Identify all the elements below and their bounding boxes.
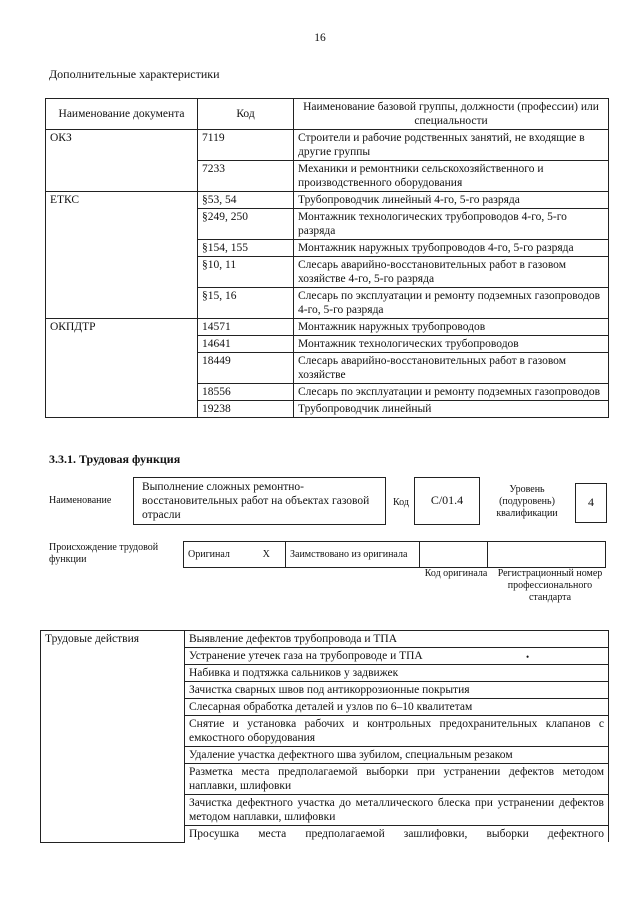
function-name-value: Выполнение сложных ремонтно-восстановительных работ на объектах газовой отрасли (133, 477, 386, 525)
table-cell-name: Слесарь по эксплуатации и ремонту подземных газопроводов 4-го, 5-го разряда (294, 288, 609, 319)
table-cell-code: §249, 250 (198, 209, 294, 240)
original-mark: X (248, 542, 286, 568)
labor-action-item: Разметка места предполагаемой выборки при устранении дефектов методом наплавки, шлифовки (185, 764, 609, 795)
table-cell-name: Строители и рабочие родственных занятий, не входящие в другие группы (294, 130, 609, 161)
table-cell-code: 7119 (198, 130, 294, 161)
code-label: Код (393, 497, 409, 508)
labor-function-title: 3.3.1. Трудовая функция (49, 452, 181, 466)
qualification-level-value: 4 (575, 483, 607, 523)
stray-mark: • (526, 652, 530, 662)
table-cell-code: 18556 (198, 384, 294, 401)
table-cell-name: Монтажник наружных трубопроводов (294, 319, 609, 336)
labor-action-item: Слесарная обработка деталей и узлов по 6–10 квалитетам (185, 699, 609, 716)
table-cell-name: Слесарь аварийно-восстановительных работ в газовом хозяйстве 4-го, 5-го разряда (294, 257, 609, 288)
labor-action-item: Выявление дефектов трубопровода и ТПА (185, 631, 609, 648)
borrowed-label: Заимствовано из оригинала (286, 542, 420, 568)
table-cell-name: Монтажник наружных трубопроводов 4-го, 5-го разряда (294, 240, 609, 257)
table-cell-name: Трубопроводчик линейный 4-го, 5-го разряда (294, 192, 609, 209)
table-cell-name: Механики и ремонтники сельскохозяйственного и производственного оборудования (294, 161, 609, 192)
labor-actions-label: Трудовые действия (41, 631, 185, 843)
registration-number-label: Регистрационный номер профессионального стандарта (497, 568, 603, 603)
labor-action-item: Устранение утечек газа на трубопроводе и ТПА (185, 648, 609, 665)
table-cell-code: §10, 11 (198, 257, 294, 288)
table-cell-name: Слесарь по эксплуатации и ремонту подземных газопроводов (294, 384, 609, 401)
name-label: Наименование (49, 495, 112, 506)
section-label: Дополнительные характеристики (49, 67, 220, 81)
table-cell-name: Монтажник технологических трубопроводов 4-го, 5-го разряда (294, 209, 609, 240)
table-cell-code: 14641 (198, 336, 294, 353)
labor-action-item: Зачистка дефектного участка до металлического блеска при устранении дефектов методом наплавки, шлифовки (185, 795, 609, 826)
table-cell-code: §53, 54 (198, 192, 294, 209)
table-cell-code: §154, 155 (198, 240, 294, 257)
labor-action-item: Удаление участка дефектного шва зубилом, специальным резаком (185, 747, 609, 764)
original-code-label: Код оригинала (424, 568, 488, 579)
characteristics-table (45, 98, 609, 418)
qualification-level-label: Уровень (подуровень) квалификации (496, 484, 558, 519)
labor-action-item: Зачистка сварных швов под антикоррозионные покрытия (185, 682, 609, 699)
labor-action-item: Просушка места предполагаемой зашлифовки, выборки дефектного (185, 826, 609, 843)
labor-actions-table (40, 630, 609, 843)
column-header-document: Наименование документа (46, 99, 198, 130)
document-okpdtr: ОКПДТР (46, 319, 198, 336)
table-cell-code: 18449 (198, 353, 294, 384)
page-number: 16 (314, 32, 326, 44)
function-code-value: C/01.4 (414, 477, 480, 525)
document-okz: ОКЗ (46, 130, 198, 161)
column-header-code: Код (198, 99, 294, 130)
labor-action-item: Набивка и подтяжка сальников у задвижек (185, 665, 609, 682)
registration-number-cell (488, 542, 606, 568)
table-cell-code: 7233 (198, 161, 294, 192)
original-code-cell (420, 542, 488, 568)
table-cell-code: §15, 16 (198, 288, 294, 319)
table-cell-code: 14571 (198, 319, 294, 336)
document-etks: ЕТКС (46, 192, 198, 209)
table-cell-name: Слесарь аварийно-восстановительных работ в газовом хозяйстве (294, 353, 609, 384)
labor-action-item: Снятие и установка рабочих и контрольных предохранительных клапанов с емкостного оборудования (185, 716, 609, 747)
column-header-name: Наименование базовой группы, должности (профессии) или специальности (294, 99, 609, 130)
table-cell-name: Монтажник технологических трубопроводов (294, 336, 609, 353)
table-cell-name: Трубопроводчик линейный (294, 401, 609, 418)
origin-label: Происхождение трудовой функции (49, 542, 159, 565)
origin-table (183, 541, 606, 568)
original-label: Оригинал (184, 542, 248, 568)
table-cell-code: 19238 (198, 401, 294, 418)
